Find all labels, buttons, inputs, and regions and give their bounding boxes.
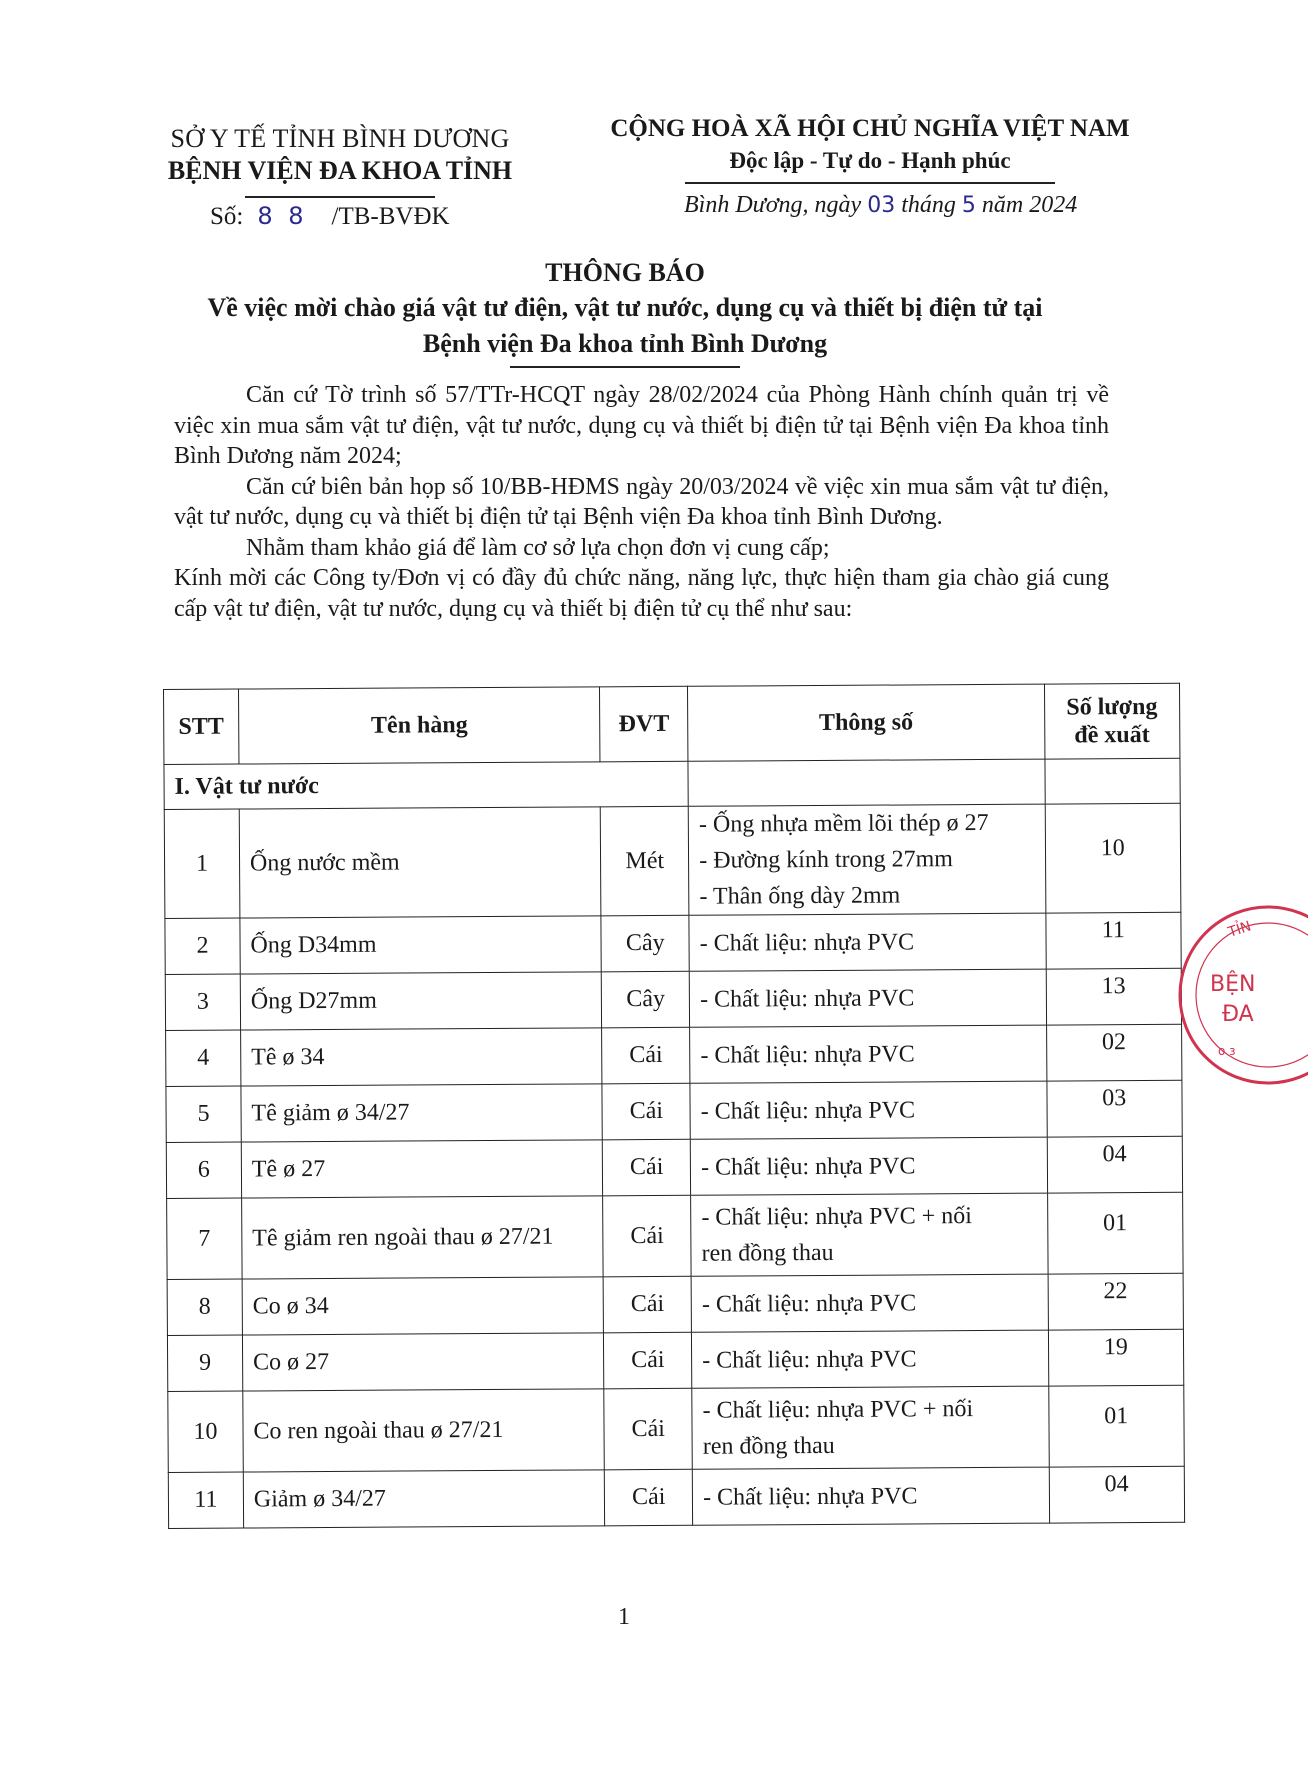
issue-date: [684, 192, 1077, 219]
section-title: I. Vật tư nước: [164, 761, 688, 809]
spec-line: - Chất liệu: nhựa PVC: [702, 1345, 917, 1374]
motto-underline: [685, 182, 1055, 184]
header-qty-line-2: đề xuất: [1074, 721, 1150, 749]
issuer-header: [130, 122, 550, 198]
document-number: [210, 202, 450, 231]
cell-name: Co ren ngoài thau ø 27/21: [243, 1389, 605, 1472]
cell-qty: [1045, 803, 1181, 913]
stamp-star-bottom: o ɜ: [1218, 1044, 1236, 1058]
spec-line: - Chất liệu: nhựa PVC: [703, 1482, 918, 1511]
month-label: tháng: [901, 192, 956, 218]
spec-line: - Chất liệu: nhựa PVC + nối: [702, 1396, 974, 1424]
country-name: CỘNG HOÀ XÃ HỘI CHỦ NGHĨA VIỆT NAM: [610, 115, 1130, 142]
qty-value: 22: [1103, 1278, 1128, 1305]
stamp-text-hospital: BỆN: [1210, 972, 1256, 997]
table-row: [165, 912, 1181, 974]
cell-stt: 9: [167, 1335, 242, 1391]
section-spec-empty: [688, 759, 1045, 806]
cell-unit: Cái: [602, 1027, 690, 1084]
body-paragraph-1: Căn cứ Tờ trình số 57/TTr-HCQT ngày 28/02/2024 của Phòng Hành chính quản trị về việc xin mua sắm vật tư điện, vật tư nước, dụng cụ và thiết bị điện tử tại Bệnh viện Đa khoa tỉnh Bình Dương năm 2024;: [174, 382, 1109, 469]
handwritten-day: 03: [867, 193, 896, 218]
cell-stt: 1: [164, 809, 240, 918]
date-prefix: Bình Dương, ngày: [684, 192, 862, 218]
qty-value: 10: [1100, 834, 1125, 861]
cell-spec: [690, 1025, 1047, 1083]
table-row: [165, 968, 1181, 1030]
body-paragraph-2: Căn cứ biên bản họp số 10/BB-HĐMS ngày 20/03/2024 về việc xin mua sắm vật tư điện, vật tư nước, dụng cụ và thiết bị điện tử tại Bệnh viện Đa khoa tỉnh Bình Dương.: [174, 473, 1109, 530]
handwritten-number: 8 8: [257, 202, 308, 230]
spec-line: - Thân ống dày 2mm: [699, 882, 901, 910]
section-qty-empty: [1044, 758, 1180, 804]
number-label: Số:: [210, 203, 244, 230]
cell-spec: [691, 1193, 1048, 1276]
table-header-row: [164, 683, 1180, 764]
cell-spec: [692, 1467, 1049, 1525]
cell-name: Tê giảm ren ngoài thau ø 27/21: [242, 1196, 604, 1279]
header-stt: STT: [164, 689, 239, 764]
spec-line: ren đồng thau: [701, 1239, 834, 1267]
cell-name: Tê ø 34: [240, 1028, 602, 1086]
cell-spec: [692, 1330, 1049, 1388]
table-row: [166, 1080, 1182, 1142]
spec-line: - Chất liệu: nhựa PVC: [701, 1152, 916, 1181]
table-row: [166, 1024, 1182, 1086]
table-row: [168, 1385, 1184, 1472]
items-table: [163, 683, 1185, 1529]
cell-spec: [692, 1386, 1049, 1469]
section-row: [164, 758, 1180, 809]
spec-line: - Chất liệu: nhựa PVC + nối: [701, 1203, 973, 1231]
cell-name: Ống D27mm: [240, 972, 602, 1030]
spec-line: ren đồng thau: [702, 1432, 835, 1460]
hospital-name: BỆNH VIỆN ĐA KHOA TỈNH: [167, 156, 513, 185]
cell-spec: [689, 969, 1046, 1027]
notice-body: [174, 380, 1109, 624]
cell-name: Co ø 27: [242, 1333, 604, 1391]
qty-value: 03: [1102, 1085, 1127, 1112]
notice-heading: THÔNG BÁO: [545, 258, 705, 287]
cell-unit: Cái: [604, 1388, 692, 1470]
notice-subject-line-1: Về việc mời chào giá vật tư điện, vật tư nước, dụng cụ và thiết bị điện tử tại: [207, 293, 1043, 322]
cell-spec: [689, 913, 1046, 971]
qty-value: 04: [1102, 1141, 1127, 1168]
cell-name: Tê ø 27: [241, 1140, 603, 1198]
cell-name: Giảm ø 34/27: [243, 1470, 605, 1528]
qty-value: 19: [1103, 1334, 1128, 1361]
qty-value: 01: [1102, 1209, 1128, 1236]
header-spec: Thông số: [688, 684, 1045, 761]
spec-line: - Chất liệu: nhựa PVC: [700, 1040, 915, 1069]
cell-unit: Cái: [603, 1276, 691, 1333]
header-qty: [1044, 683, 1180, 759]
cell-qty: [1049, 1466, 1185, 1523]
cell-qty: [1046, 1080, 1182, 1137]
header-qty-line-1: Số lượng: [1066, 693, 1158, 721]
spec-line: - Chất liệu: nhựa PVC: [699, 984, 915, 1013]
stamp-text-top: TỈN: [1226, 918, 1254, 941]
national-motto: Độc lập - Tự do - Hạnh phúc: [729, 148, 1011, 173]
spec-line: - Chất liệu: nhựa PVC: [699, 928, 915, 957]
handwritten-month: 5: [961, 193, 976, 218]
stamp-text-da: ĐA: [1222, 1002, 1254, 1027]
cell-unit: Cái: [604, 1332, 692, 1389]
spec-line: - Chất liệu: nhựa PVC: [701, 1289, 917, 1318]
header-name: Tên hàng: [238, 687, 600, 764]
cell-unit: Mét: [601, 806, 689, 916]
cell-stt: 8: [167, 1279, 242, 1335]
cell-stt: 7: [167, 1198, 242, 1279]
qty-value: 13: [1101, 973, 1126, 1000]
cell-spec: [690, 1081, 1047, 1139]
table-row: [166, 1136, 1182, 1198]
table-row: [167, 1192, 1183, 1279]
cell-qty: [1048, 1385, 1184, 1467]
cell-qty: [1047, 1136, 1183, 1193]
cell-unit: Cây: [602, 971, 690, 1028]
department-name: SỞ Y TẾ TỈNH BÌNH DƯƠNG: [170, 124, 510, 153]
qty-value: 11: [1101, 917, 1125, 944]
spec-line: - Ống nhựa mềm lõi thép ø 27: [698, 809, 989, 838]
cell-stt: 2: [165, 918, 240, 974]
cell-stt: 11: [168, 1472, 243, 1528]
cell-spec: [690, 1137, 1047, 1195]
spec-line: - Chất liệu: nhựa PVC: [700, 1096, 916, 1125]
cell-unit: Cái: [603, 1139, 691, 1196]
table-row: [167, 1329, 1183, 1391]
notice-subject-line-2: Bệnh viện Đa khoa tỉnh Bình Dương: [422, 329, 828, 358]
year-text: năm 2024: [981, 192, 1078, 218]
body-paragraph-4: Kính mời các Công ty/Đơn vị có đầy đủ chức năng, năng lực, thực hiện tham gia chào giá cung cấp vật tư điện, vật tư nước, dụng cụ và thiết bị điện tử cụ thể như sau:: [174, 565, 1109, 622]
body-paragraph-3: Nhằm tham khảo giá để làm cơ sở lựa chọn đơn vị cung cấp;: [246, 534, 830, 561]
cell-qty: [1048, 1329, 1184, 1386]
cell-name: Ống nước mềm: [239, 807, 601, 918]
title-underline: [510, 366, 740, 368]
cell-spec: [688, 804, 1045, 915]
table-row: [168, 1466, 1184, 1528]
cell-spec: [691, 1274, 1048, 1332]
table-row: [167, 1273, 1183, 1335]
cell-qty: [1048, 1273, 1184, 1330]
cell-unit: Cái: [602, 1083, 690, 1140]
cell-stt: 4: [166, 1030, 241, 1086]
cell-stt: 10: [168, 1391, 243, 1472]
cell-unit: Cái: [603, 1195, 691, 1277]
cell-stt: 5: [166, 1086, 241, 1142]
notice-title: [150, 256, 1100, 368]
qty-value: 02: [1101, 1029, 1127, 1056]
cell-qty: [1047, 1192, 1183, 1274]
official-stamp: [1158, 905, 1308, 1085]
table-row: [164, 803, 1181, 918]
qty-value: 04: [1104, 1471, 1129, 1498]
cell-stt: 6: [166, 1142, 241, 1198]
cell-name: Tê giảm ø 34/27: [241, 1084, 603, 1142]
qty-value: 01: [1104, 1402, 1129, 1429]
national-header: [600, 112, 1140, 184]
spec-line: - Đường kính trong 27mm: [699, 846, 953, 874]
page-number: 1: [618, 1604, 630, 1630]
header-underline: [245, 196, 435, 198]
cell-name: Ống D34mm: [240, 916, 602, 974]
number-suffix: /TB-BVĐK: [331, 203, 450, 230]
header-unit: ĐVT: [600, 686, 688, 762]
cell-unit: Cái: [605, 1469, 693, 1526]
cell-stt: 3: [165, 974, 240, 1030]
cell-unit: Cây: [601, 915, 689, 972]
cell-name: Co ø 34: [242, 1277, 604, 1335]
